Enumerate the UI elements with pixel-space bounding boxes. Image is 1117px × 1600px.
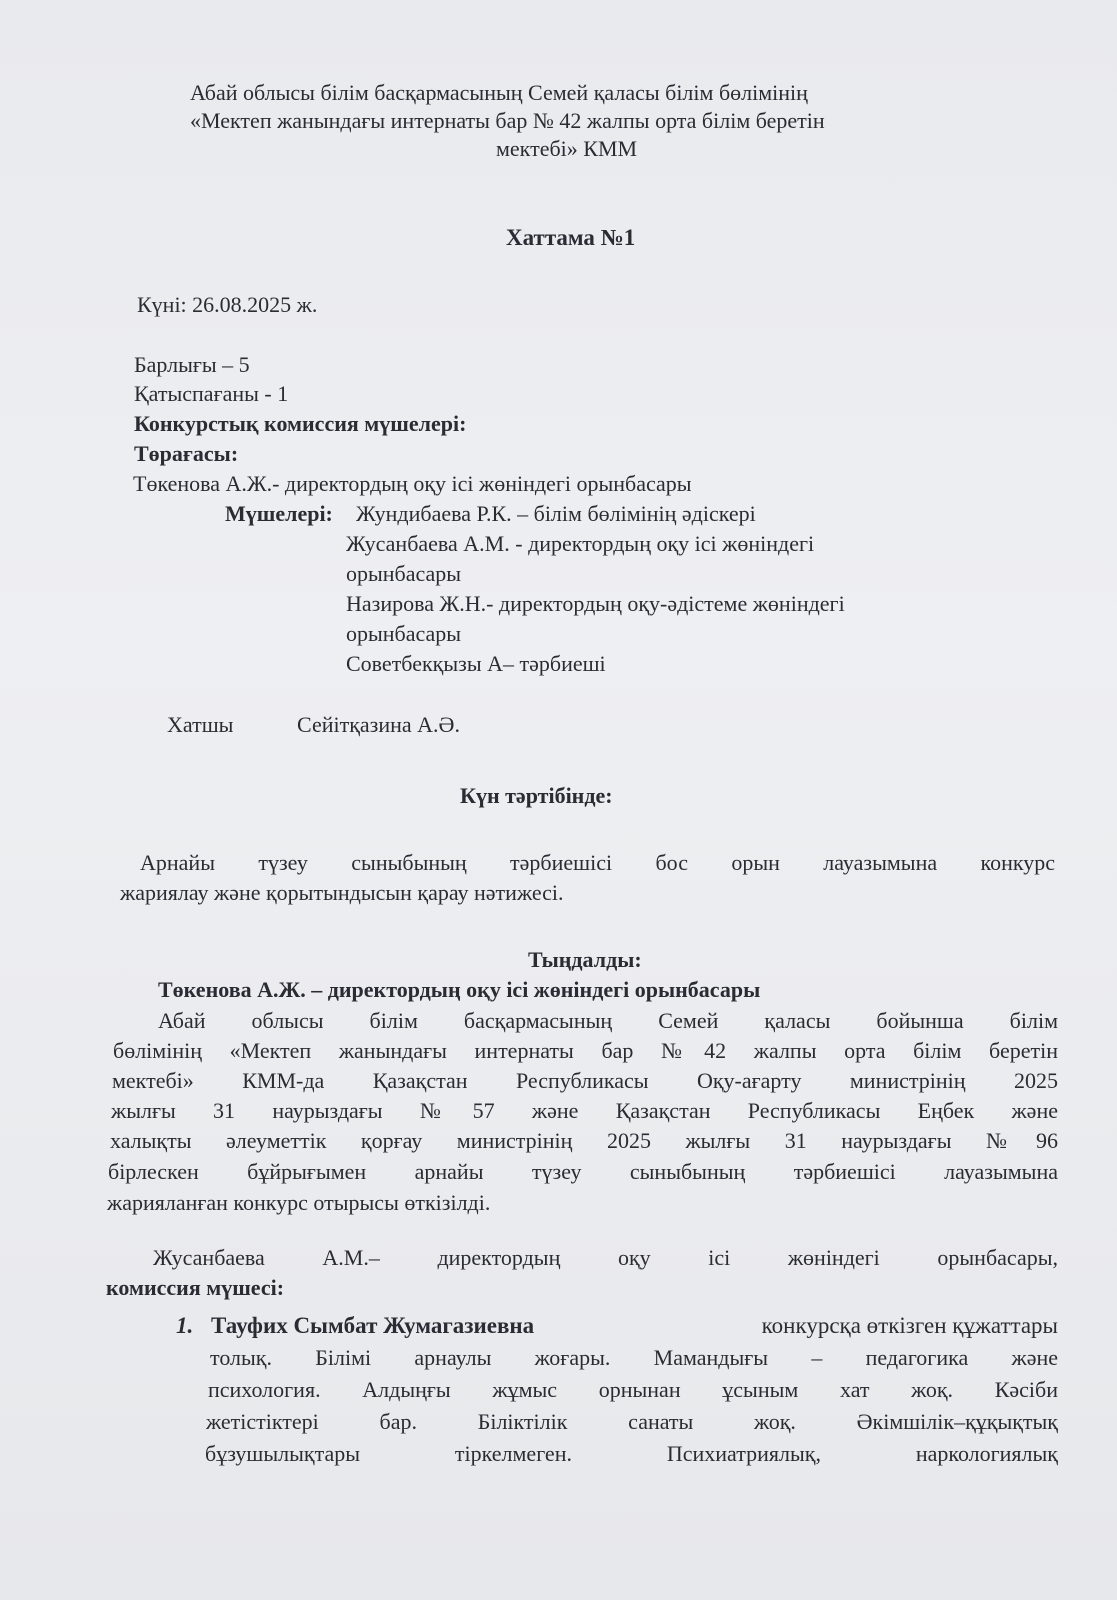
paragraph-line: Абай облысы білім басқармасының Семей қаласы бойынша білім bbox=[158, 1008, 1058, 1033]
paragraph-line: бірлескен бұйрығымен арнайы түзеу сыныбының тәрбиешісі лауазымына bbox=[108, 1159, 1058, 1184]
commission-heading: Конкурстық комиссия мүшелері: bbox=[134, 411, 467, 436]
members-label: Мүшелері: bbox=[225, 501, 333, 526]
paragraph-line-wrap bbox=[113, 1038, 1058, 1064]
member-intro-wrap bbox=[153, 1245, 1058, 1271]
member-line: орынбасары bbox=[346, 621, 462, 646]
secretary-name: Сейітқазина А.Ә. bbox=[297, 712, 460, 737]
paragraph-line: жылғы 31 наурыздағы №57 және Қазақстан Республикасы Еңбек және bbox=[111, 1098, 1058, 1123]
header-line-1: Абай облысы білім басқармасының Семей қаласы білім бөлімінің bbox=[190, 80, 808, 105]
header-line-3: мектебі» КММ bbox=[496, 136, 638, 161]
paragraph-line-wrap bbox=[110, 1128, 1058, 1154]
member-line: Советбекқызы А– тәрбиеші bbox=[346, 651, 606, 676]
attendance-absent: Қатыспағаны - 1 bbox=[134, 381, 289, 406]
member-line: орынбасары bbox=[346, 561, 462, 586]
candidate-line-wrap bbox=[208, 1377, 1058, 1403]
candidate-first-line-rest: конкурсқа өткізген құжаттары bbox=[761, 1313, 1058, 1338]
secretary-label: Хатшы bbox=[167, 712, 234, 737]
paragraph-line-wrap bbox=[108, 1159, 1058, 1185]
header-line-2: «Мектеп жанындағы интернаты бар № 42 жалпы орта білім беретін bbox=[190, 108, 825, 133]
candidate-line: бұзушылықтары тіркелмеген. Психиатриялық, наркологиялық bbox=[205, 1441, 1058, 1466]
member-line: Жундибаева Р.К. – білім бөлімінің әдіскері bbox=[356, 501, 756, 526]
candidate-first-line bbox=[176, 1313, 1058, 1339]
candidate-line: жетістіктері бар. Біліктілік санаты жоқ. Әкімшілік–құқықтық bbox=[206, 1409, 1058, 1434]
protocol-date: Күні: 26.08.2025 ж. bbox=[137, 292, 318, 317]
paragraph-line-wrap bbox=[112, 1068, 1058, 1094]
paragraph-line: мектебі» КММ-да Қазақстан Республикасы Оқу-ағарту министрінің 2025 bbox=[112, 1068, 1058, 1093]
paragraph-line-wrap bbox=[111, 1098, 1058, 1124]
candidate-name: Тауфих Сымбат Жумагазиевна bbox=[211, 1313, 535, 1338]
agenda-heading: Күн тәртібінде: bbox=[460, 783, 613, 808]
agenda-line-2: жариялау және қорытындысын қарау нәтижесі. bbox=[120, 880, 564, 905]
chair-label: Төрағасы: bbox=[134, 441, 239, 466]
candidate-line-wrap bbox=[210, 1345, 1058, 1371]
member-line: Назирова Ж.Н.- директордың оқу-әдістеме жөніндегі bbox=[346, 591, 845, 616]
member-line: Жусанбаева А.М. - директордың оқу ісі жөніндегі bbox=[346, 531, 815, 556]
heard-speaker: Төкенова А.Ж. – директордың оқу ісі жөніндегі орынбасары bbox=[158, 977, 761, 1002]
chair-name: Төкенова А.Ж.- директордың оқу ісі жөніндегі орынбасары bbox=[133, 471, 692, 496]
candidate-line-wrap bbox=[206, 1409, 1058, 1435]
paragraph-line-wrap bbox=[158, 1008, 1058, 1034]
member-intro-line: Жусанбаева А.М.– директордың оқу ісі жөніндегі орынбасары, bbox=[153, 1245, 1058, 1270]
agenda-line-1-wrap bbox=[140, 850, 1055, 876]
candidate-line: толық. Білімі арнаулы жоғары. Мамандығы – педагогика және bbox=[210, 1345, 1058, 1370]
attendance-total: Барлығы – 5 bbox=[134, 352, 250, 377]
protocol-title: Хаттама №1 bbox=[506, 225, 636, 250]
candidate-line-wrap bbox=[205, 1441, 1058, 1467]
paragraph-line: жарияланған конкурс отырысы өткізілді. bbox=[107, 1190, 491, 1215]
candidate-number: 1. bbox=[176, 1313, 194, 1338]
agenda-line-1: Арнайы түзеу сыныбының тәрбиешісі бос орын лауазымына конкурс bbox=[140, 850, 1055, 875]
paragraph-line: бөлімінің «Мектеп жанындағы интернаты бар №42 жалпы орта білім беретін bbox=[113, 1038, 1058, 1063]
candidate-line: психология. Алдыңғы жұмыс орнынан ұсыным хат жоқ. Кәсіби bbox=[208, 1377, 1058, 1402]
paragraph-line: халықты әлеуметтік қорғау министрінің 2025 жылғы 31 наурыздағы №96 bbox=[110, 1128, 1058, 1153]
heard-heading: Тыңдалды: bbox=[528, 947, 642, 972]
member-role: комиссия мүшесі: bbox=[106, 1275, 285, 1300]
